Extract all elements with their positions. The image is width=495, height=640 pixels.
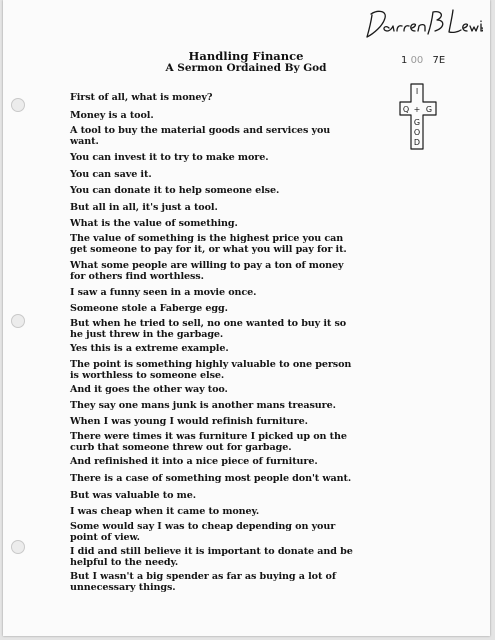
cross-letter-left: Q [402, 105, 410, 114]
paragraph: But when he tried to sell, no one wanted to buy it so he just threw in the garbage. [70, 318, 347, 340]
paragraph: Someone stole a Faberge egg. [70, 303, 228, 314]
binder-hole [11, 314, 25, 328]
cross-letter: + [413, 105, 421, 114]
paragraph: And refinished it into a nice piece of furniture. [70, 456, 318, 467]
paragraph: The value of something is the highest price you can get someone to pay for it, or what you will pay for it. [70, 233, 347, 255]
cross-letter: I [415, 87, 419, 96]
paragraph: I did and still believe it is important to donate and be helpful to the needy. [70, 546, 353, 568]
page-number [401, 55, 445, 66]
paragraph: The point is something highly valuable to one person is worthless to someone else. [70, 359, 352, 381]
page-number-suffix: 7E [432, 55, 446, 66]
paragraph: You can invest it to try to make more. [70, 152, 269, 163]
paragraph: But all in all, it's just a tool. [70, 202, 218, 213]
paragraph: First of all, what is money? [70, 92, 213, 103]
binder-hole [11, 98, 25, 112]
document-title-block [121, 50, 371, 74]
paragraph: Some would say I was to cheap depending on your point of view. [70, 521, 336, 543]
paragraph: You can save it. [70, 169, 152, 180]
cross-letter: O [413, 128, 421, 137]
paragraph: You can donate it to help someone else. [70, 185, 280, 196]
paragraph: Yes this is a extreme example. [70, 343, 229, 354]
paragraph: Money is a tool. [70, 110, 154, 121]
document-subtitle: A Sermon Ordained By God [165, 62, 327, 74]
binder-hole [11, 540, 25, 554]
cross-letter: D [413, 138, 421, 147]
document-title: Handling Finance [188, 49, 304, 63]
page-number-faint: 00 [410, 55, 424, 66]
paragraph: There were times it was furniture I picked up on the curb that someone threw out for garbage. [70, 431, 347, 453]
paragraph: When I was young I would refinish furniture. [70, 416, 308, 427]
paragraph: A tool to buy the material goods and services you want. [70, 125, 331, 147]
paragraph: They say one mans junk is another mans treasure. [70, 400, 336, 411]
paragraph: But I wasn't a big spender as far as buying a lot of unnecessary things. [70, 571, 336, 593]
paragraph: I saw a funny seen in a movie once. [70, 287, 257, 298]
cross-letter-right: G [425, 105, 433, 114]
page-number-main: 1 [401, 55, 408, 66]
paragraph: What some people are willing to pay a ton of money for others find worthless. [70, 260, 344, 282]
paragraph: I was cheap when it came to money. [70, 506, 260, 517]
cross-letter: G [413, 118, 421, 127]
paragraph: And it goes the other way too. [70, 384, 228, 395]
paragraph: What is the value of something. [70, 218, 238, 229]
paragraph: But was valuable to me. [70, 490, 196, 501]
document-page [3, 0, 490, 636]
paragraph: There is a case of something most people don't want. [70, 473, 352, 484]
handwritten-signature [363, 4, 483, 42]
